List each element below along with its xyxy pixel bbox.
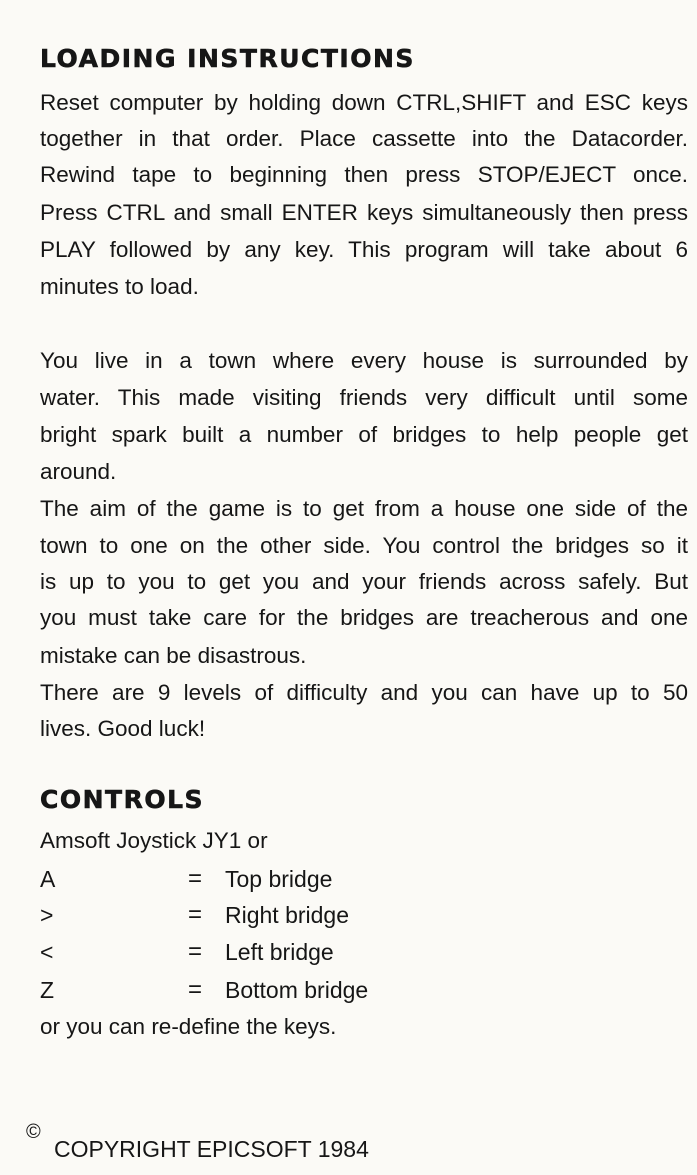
- control-key: A: [40, 866, 56, 892]
- loading-line: minutes to load.: [40, 274, 199, 299]
- loading-line: Press CTRL and small ENTER keys simultaneously then press: [40, 200, 688, 225]
- story-line: mistake can be disastrous.: [40, 643, 307, 668]
- control-action: Top bridge: [225, 866, 333, 892]
- story-line: lives. Good luck!: [40, 716, 206, 741]
- controls-intro: Amsoft Joystick JY1 or: [40, 828, 268, 853]
- story-line: town to one on the other side. You control the bridges so it: [40, 533, 688, 558]
- story-line: bright spark built a number of bridges to help people get: [40, 422, 688, 447]
- story-line: The aim of the game is to get from a house one side of the: [40, 496, 688, 521]
- story-line: around.: [40, 459, 117, 484]
- controls-heading: CONTROLS: [40, 785, 205, 814]
- story-line: is up to you to get you and your friends across safely. But: [40, 569, 688, 594]
- loading-instructions-heading: LOADING INSTRUCTIONS: [40, 44, 415, 73]
- loading-line: PLAY followed by any key. This program will take about 6: [40, 237, 688, 262]
- equals-sign: =: [188, 865, 203, 892]
- story-line: water. This made visiting friends very difficult until some: [40, 385, 688, 410]
- equals-sign: =: [188, 976, 203, 1003]
- control-action: Bottom bridge: [225, 977, 369, 1003]
- loading-line: Rewind tape to beginning then press STOP/EJECT once.: [40, 162, 688, 187]
- control-action: Right bridge: [225, 902, 350, 928]
- loading-line: Reset computer by holding down CTRL,SHIFT and ESC keys: [40, 90, 688, 115]
- copyright-icon: ©: [26, 1121, 41, 1143]
- story-line: There are 9 levels of difficulty and you can have up to 50: [40, 680, 688, 705]
- controls-outro: or you can re-define the keys.: [40, 1014, 337, 1039]
- control-key: <: [40, 939, 54, 965]
- story-line: You live in a town where every house is surrounded by: [40, 348, 688, 373]
- loading-line: together in that order. Place cassette into the Datacorder.: [40, 126, 688, 151]
- control-action: Left bridge: [225, 939, 334, 965]
- equals-sign: =: [188, 938, 203, 965]
- equals-sign: =: [188, 901, 203, 928]
- control-key: >: [40, 902, 54, 928]
- control-key: Z: [40, 977, 55, 1003]
- story-line: you must take care for the bridges are treacherous and one: [40, 605, 688, 630]
- copyright-text: COPYRIGHT EPICSOFT 1984: [54, 1136, 369, 1162]
